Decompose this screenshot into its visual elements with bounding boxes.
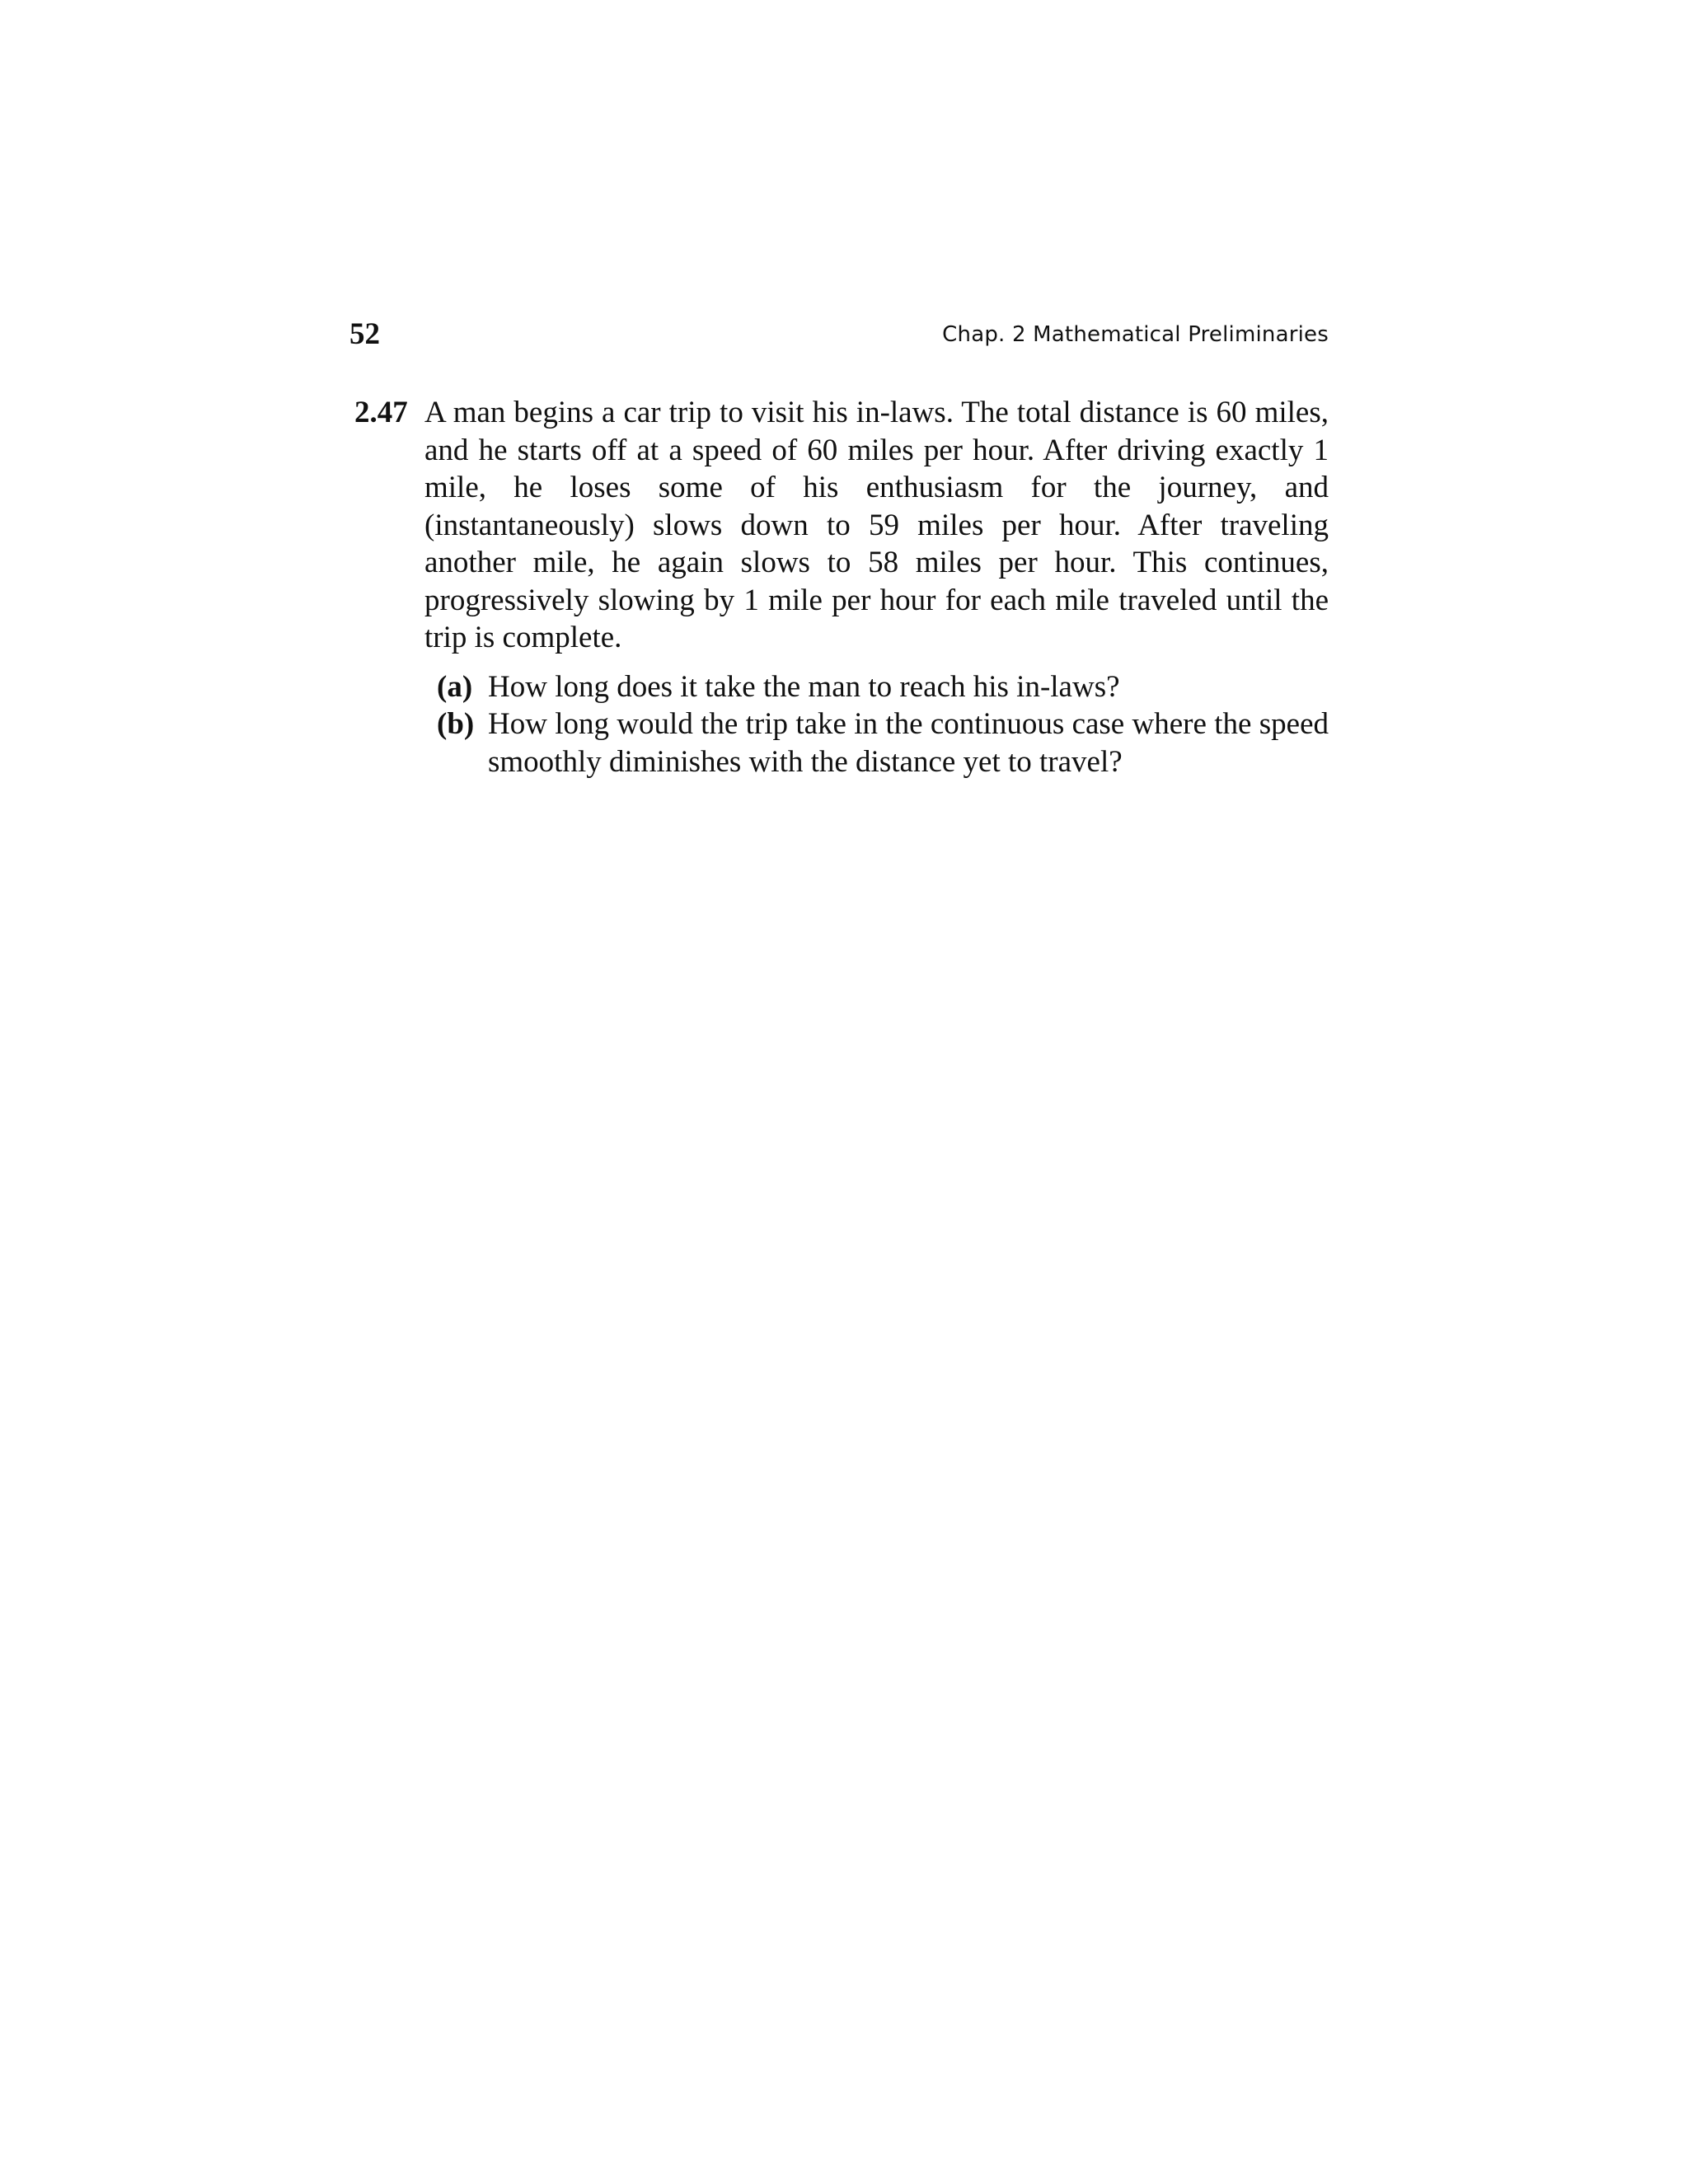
part-label: (a) — [437, 669, 473, 704]
problem-parts — [437, 668, 1329, 781]
problem-statement: A man begins a car trip to visit his in-laws. The total distance is 60 miles, and he starts off at a speed of 60 miles per hour. After driving exactly 1 mile, he loses some of his enthusiasm for the journey, and (instantaneously) slows down to 59 miles per hour. After traveling another mile, he again slows to 58 miles per hour. This continues, progressively slowing by 1 mile per hour for each mile traveled until the trip is complete. — [424, 396, 1329, 654]
part-label: (b) — [437, 707, 475, 741]
part-text: How long does it take the man to reach his in-laws? — [488, 669, 1120, 704]
problem-number: 2.47 — [354, 396, 408, 429]
running-header: Chap. 2 Mathematical Preliminaries — [942, 322, 1329, 347]
problem-part-b — [437, 705, 1329, 780]
problem-block — [354, 394, 1329, 780]
part-text: How long would the trip take in the continuous case where the speed smoothly diminishes with the distance yet to travel? — [488, 707, 1329, 779]
problem-part-a — [437, 668, 1329, 706]
page-number: 52 — [349, 317, 380, 351]
